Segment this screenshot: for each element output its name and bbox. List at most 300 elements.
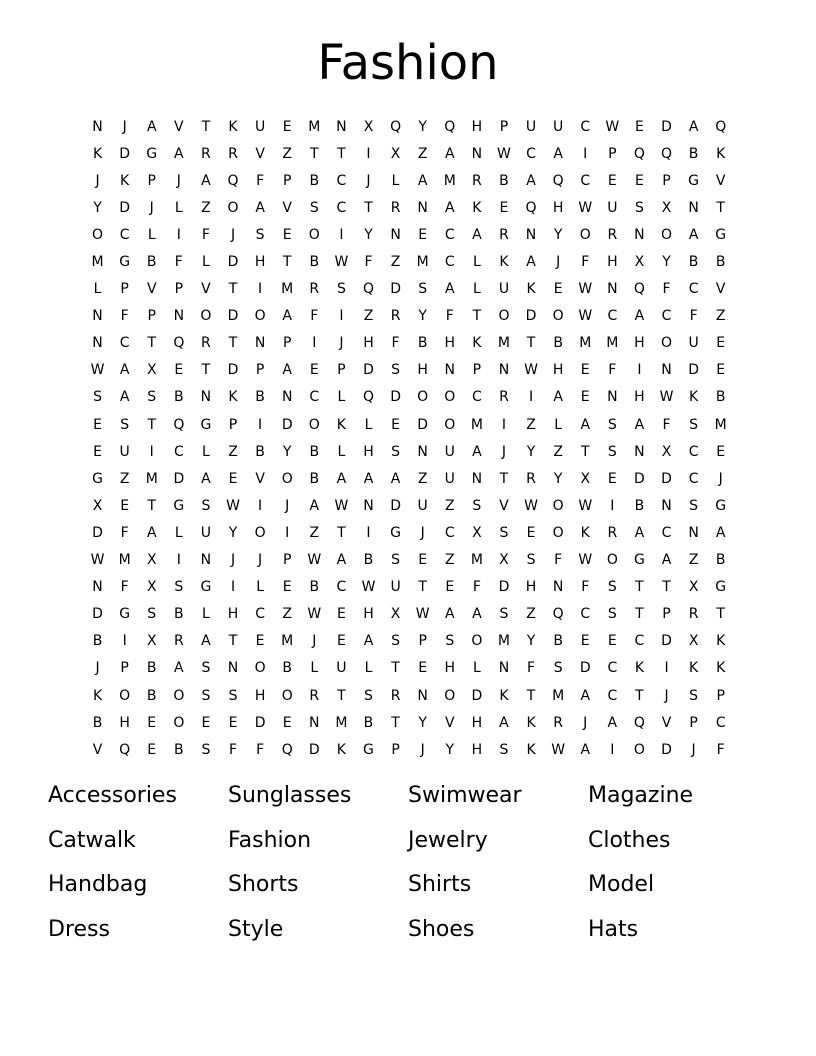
- word-list-item: Catwalk: [48, 827, 136, 853]
- grid-letter: D: [119, 199, 131, 216]
- grid-letter: E: [634, 118, 644, 135]
- grid-letter: C: [607, 687, 618, 704]
- grid-letter: R: [607, 226, 618, 243]
- grid-letter: I: [610, 497, 615, 514]
- grid-letter: Y: [364, 226, 373, 243]
- grid-letter: B: [146, 687, 157, 704]
- grid-letter: S: [418, 281, 428, 298]
- grid-letter: O: [579, 226, 591, 243]
- word-list-item: Shorts: [228, 872, 299, 897]
- grid-letter: D: [227, 362, 239, 379]
- grid-letter: Q: [362, 281, 374, 298]
- grid-letter: S: [93, 389, 102, 406]
- grid-row: [84, 357, 744, 384]
- grid-letter: S: [120, 416, 130, 433]
- grid-letter: F: [716, 741, 725, 758]
- grid-row: [84, 330, 744, 357]
- grid-letter: C: [173, 443, 184, 460]
- letter-grid: [84, 113, 744, 763]
- grid-letter: X: [688, 633, 699, 650]
- grid-letter: F: [120, 524, 129, 541]
- grid-letter: L: [391, 172, 400, 189]
- grid-letter: A: [526, 254, 536, 271]
- grid-letter: A: [146, 118, 157, 135]
- grid-letter: Z: [553, 443, 563, 460]
- grid-letter: C: [580, 606, 591, 623]
- grid-letter: F: [554, 552, 563, 569]
- grid-row: [84, 574, 744, 601]
- grid-letter: Z: [526, 416, 536, 433]
- grid-letter: B: [634, 497, 645, 514]
- grid-letter: T: [228, 335, 238, 352]
- grid-letter: A: [526, 172, 536, 189]
- grid-letter: K: [526, 714, 536, 731]
- grid-letter: E: [147, 714, 157, 731]
- grid-letter: O: [633, 741, 645, 758]
- grid-letter: N: [281, 389, 293, 406]
- grid-letter: A: [119, 362, 130, 379]
- grid-letter: B: [255, 389, 265, 406]
- grid-letter: M: [308, 118, 321, 135]
- grid-letter: S: [309, 199, 319, 216]
- grid-letter: N: [607, 281, 618, 298]
- grid-letter: F: [256, 172, 265, 189]
- grid-letter: B: [363, 714, 374, 731]
- grid-letter: N: [552, 579, 564, 596]
- grid-letter: V: [146, 281, 157, 298]
- grid-letter: I: [122, 633, 127, 650]
- page-title: Fashion: [317, 35, 499, 91]
- grid-letter: F: [120, 579, 129, 596]
- grid-letter: G: [688, 172, 700, 189]
- word-list-item: Model: [588, 872, 655, 897]
- grid-letter: S: [499, 524, 509, 541]
- grid-letter: K: [689, 660, 699, 677]
- grid-letter: S: [553, 660, 563, 677]
- grid-letter: J: [230, 226, 236, 243]
- grid-letter: M: [145, 470, 158, 487]
- grid-letter: A: [336, 470, 347, 487]
- grid-letter: R: [688, 606, 699, 623]
- grid-letter: A: [444, 281, 455, 298]
- grid-letter: V: [92, 741, 103, 758]
- grid-letter: D: [579, 660, 591, 677]
- grid-row: [84, 438, 744, 465]
- grid-letter: W: [578, 281, 593, 298]
- grid-letter: E: [716, 443, 726, 460]
- grid-letter: P: [337, 362, 346, 379]
- grid-letter: B: [174, 389, 184, 406]
- grid-letter: Y: [418, 118, 427, 135]
- grid-letter: E: [391, 416, 400, 433]
- grid-letter: E: [336, 606, 346, 623]
- grid-row: [84, 601, 744, 628]
- grid-letter: I: [176, 226, 181, 243]
- grid-letter: I: [583, 145, 588, 162]
- grid-row: [84, 276, 744, 303]
- grid-letter: H: [607, 254, 618, 271]
- grid-letter: R: [201, 335, 211, 352]
- grid-letter: T: [526, 335, 536, 352]
- grid-letter: E: [120, 497, 130, 514]
- grid-letter: F: [581, 254, 590, 271]
- grid-letter: O: [606, 552, 618, 569]
- grid-letter: H: [634, 389, 645, 406]
- grid-letter: Q: [173, 335, 185, 352]
- grid-letter: Y: [445, 741, 455, 758]
- grid-letter: E: [255, 633, 265, 650]
- grid-letter: I: [312, 335, 317, 352]
- grid-letter: N: [688, 199, 699, 216]
- grid-letter: C: [688, 470, 699, 487]
- grid-letter: H: [363, 606, 374, 623]
- grid-letter: N: [254, 335, 266, 352]
- grid-letter: X: [146, 552, 157, 569]
- grid-row: [84, 248, 744, 275]
- grid-letter: U: [390, 579, 401, 596]
- grid-letter: F: [689, 308, 698, 325]
- grid-letter: J: [366, 172, 371, 189]
- word-list-item: Swimwear: [408, 783, 522, 808]
- grid-letter: M: [281, 633, 294, 650]
- grid-letter: N: [390, 226, 401, 243]
- grid-letter: W: [524, 362, 538, 379]
- grid-letter: P: [228, 416, 238, 433]
- grid-letter: P: [282, 335, 292, 352]
- grid-letter: A: [634, 524, 645, 541]
- grid-letter: S: [147, 389, 157, 406]
- grid-letter: O: [200, 308, 212, 325]
- grid-letter: C: [336, 579, 347, 596]
- grid-letter: P: [255, 362, 265, 379]
- grid-letter: M: [470, 552, 483, 569]
- grid-letter: T: [635, 579, 644, 596]
- grid-letter: A: [417, 172, 428, 189]
- grid-letter: Z: [282, 145, 292, 162]
- grid-letter: A: [607, 714, 618, 731]
- grid-letter: E: [201, 714, 211, 731]
- grid-letter: T: [635, 687, 644, 704]
- grid-letter: L: [364, 660, 373, 677]
- grid-letter: B: [309, 172, 320, 189]
- grid-letter: B: [309, 254, 320, 271]
- grid-letter: P: [282, 552, 292, 569]
- grid-letter: R: [201, 145, 211, 162]
- grid-letter: X: [472, 524, 482, 541]
- grid-row: [84, 709, 744, 736]
- grid-letter: W: [415, 606, 430, 623]
- grid-letter: A: [336, 552, 347, 569]
- grid-letter: D: [634, 470, 645, 487]
- grid-letter: S: [201, 497, 211, 514]
- grid-letter: B: [174, 606, 184, 623]
- grid-letter: E: [526, 524, 536, 541]
- grid-letter: S: [607, 579, 617, 596]
- grid-letter: D: [254, 714, 266, 731]
- grid-letter: Q: [633, 281, 645, 298]
- grid-letter: R: [173, 633, 184, 650]
- grid-letter: U: [119, 443, 130, 460]
- word-list-item: Hats: [588, 916, 639, 942]
- grid-letter: K: [499, 687, 509, 704]
- grid-letter: I: [258, 497, 263, 514]
- grid-letter: R: [390, 308, 401, 325]
- grid-letter: M: [714, 416, 727, 433]
- grid-letter: N: [309, 714, 320, 731]
- grid-letter: E: [282, 226, 292, 243]
- grid-letter: U: [417, 497, 428, 514]
- grid-letter: R: [390, 687, 401, 704]
- grid-letter: A: [553, 389, 563, 406]
- grid-letter: H: [254, 254, 266, 271]
- grid-letter: B: [715, 389, 726, 406]
- grid-letter: A: [472, 606, 482, 623]
- grid-letter: C: [336, 172, 347, 189]
- grid-letter: S: [607, 606, 617, 623]
- grid-letter: C: [607, 660, 618, 677]
- grid-letter: P: [147, 172, 156, 189]
- grid-letter: M: [91, 254, 104, 271]
- grid-letter: Z: [363, 308, 374, 325]
- grid-letter: R: [228, 145, 238, 162]
- grid-letter: O: [119, 687, 131, 704]
- grid-letter: G: [173, 497, 185, 514]
- word-list-item: Clothes: [588, 827, 671, 853]
- grid-letter: L: [93, 281, 102, 298]
- grid-letter: X: [688, 579, 699, 596]
- grid-row: [84, 140, 744, 167]
- grid-letter: J: [258, 552, 263, 569]
- grid-letter: Q: [390, 118, 402, 135]
- grid-letter: H: [471, 714, 483, 731]
- grid-letter: W: [578, 199, 593, 216]
- grid-letter: B: [417, 335, 428, 352]
- grid-letter: B: [92, 714, 103, 731]
- grid-letter: D: [390, 497, 401, 514]
- grid-letter: Q: [552, 172, 564, 189]
- grid-letter: L: [256, 579, 265, 596]
- grid-letter: H: [227, 606, 239, 623]
- grid-letter: R: [553, 714, 563, 731]
- grid-letter: X: [390, 145, 401, 162]
- grid-letter: C: [119, 226, 130, 243]
- grid-letter: D: [227, 308, 239, 325]
- grid-letter: C: [688, 281, 699, 298]
- grid-letter: C: [580, 118, 591, 135]
- grid-letter: N: [92, 118, 103, 135]
- grid-letter: K: [472, 335, 482, 352]
- grid-letter: N: [173, 308, 185, 325]
- grid-letter: L: [364, 416, 373, 433]
- grid-letter: C: [661, 308, 672, 325]
- grid-letter: H: [552, 362, 564, 379]
- grid-letter: P: [662, 606, 671, 623]
- grid-letter: A: [282, 308, 292, 325]
- grid-letter: E: [580, 633, 590, 650]
- grid-letter: E: [580, 389, 590, 406]
- grid-letter: K: [228, 118, 238, 135]
- grid-letter: W: [578, 552, 593, 569]
- grid-letter: X: [92, 497, 103, 514]
- grid-letter: B: [174, 741, 184, 758]
- grid-letter: O: [417, 389, 429, 406]
- grid-letter: V: [282, 199, 292, 216]
- grid-letter: K: [716, 660, 726, 677]
- grid-letter: I: [176, 552, 181, 569]
- grid-letter: E: [499, 199, 509, 216]
- word-list-item: Jewelry: [408, 827, 488, 853]
- grid-letter: K: [92, 687, 103, 704]
- grid-letter: S: [634, 199, 644, 216]
- grid-letter: N: [200, 389, 212, 406]
- grid-letter: B: [255, 443, 265, 460]
- grid-letter: P: [174, 281, 184, 298]
- grid-row: [84, 221, 744, 248]
- grid-letter: K: [336, 741, 346, 758]
- grid-letter: D: [390, 389, 401, 406]
- grid-letter: G: [715, 497, 727, 514]
- grid-letter: S: [201, 687, 211, 704]
- grid-letter: O: [281, 470, 293, 487]
- grid-letter: S: [391, 443, 401, 460]
- grid-letter: A: [634, 416, 645, 433]
- grid-letter: Y: [418, 714, 427, 731]
- grid-letter: O: [498, 308, 510, 325]
- grid-letter: F: [310, 308, 319, 325]
- grid-letter: I: [366, 524, 371, 541]
- grid-letter: O: [444, 687, 456, 704]
- grid-letter: E: [634, 172, 644, 189]
- grid-letter: N: [363, 497, 374, 514]
- grid-letter: R: [309, 281, 320, 298]
- grid-letter: A: [715, 524, 726, 541]
- grid-letter: P: [716, 687, 725, 704]
- grid-row: [84, 194, 744, 221]
- grid-letter: X: [499, 552, 509, 569]
- grid-letter: Q: [227, 172, 239, 189]
- grid-letter: W: [578, 497, 593, 514]
- grid-letter: H: [444, 660, 456, 677]
- grid-letter: D: [390, 281, 401, 298]
- grid-letter: T: [228, 281, 238, 298]
- grid-letter: J: [149, 199, 154, 216]
- grid-letter: B: [715, 254, 726, 271]
- grid-letter: V: [174, 118, 184, 135]
- grid-letter: E: [607, 172, 617, 189]
- grid-row: [84, 682, 744, 709]
- grid-letter: S: [255, 226, 265, 243]
- grid-letter: T: [201, 362, 211, 379]
- grid-letter: W: [524, 497, 538, 514]
- grid-letter: M: [497, 633, 510, 650]
- grid-letter: C: [336, 199, 347, 216]
- grid-letter: I: [149, 443, 154, 460]
- grid-letter: N: [417, 687, 428, 704]
- grid-letter: A: [363, 470, 374, 487]
- grid-letter: S: [607, 443, 617, 460]
- grid-letter: T: [418, 579, 427, 596]
- grid-letter: S: [391, 362, 401, 379]
- grid-letter: W: [307, 606, 322, 623]
- grid-letter: V: [715, 172, 726, 189]
- grid-letter: D: [471, 687, 483, 704]
- grid-row: [84, 303, 744, 330]
- grid-letter: Z: [444, 497, 455, 514]
- grid-letter: R: [499, 389, 509, 406]
- grid-letter: F: [228, 741, 238, 758]
- grid-letter: O: [661, 335, 673, 352]
- grid-letter: F: [174, 254, 183, 271]
- grid-letter: N: [444, 362, 455, 379]
- grid-letter: Z: [309, 524, 320, 541]
- grid-letter: W: [361, 579, 376, 596]
- grid-letter: V: [661, 714, 672, 731]
- grid-letter: Y: [93, 199, 102, 216]
- grid-letter: P: [499, 118, 509, 135]
- grid-letter: X: [661, 199, 672, 216]
- grid-letter: U: [553, 118, 564, 135]
- grid-letter: N: [525, 226, 537, 243]
- word-list-item: Accessories: [48, 783, 177, 808]
- grid-letter: D: [308, 741, 320, 758]
- grid-letter: F: [201, 226, 210, 243]
- grid-letter: V: [715, 281, 726, 298]
- grid-letter: B: [309, 579, 320, 596]
- grid-letter: A: [553, 145, 563, 162]
- grid-letter: L: [337, 443, 346, 460]
- grid-letter: R: [607, 524, 618, 541]
- grid-letter: F: [364, 254, 373, 271]
- grid-letter: V: [499, 497, 509, 514]
- grid-letter: A: [472, 443, 482, 460]
- grid-letter: T: [337, 524, 346, 541]
- grid-letter: L: [472, 254, 481, 271]
- grid-letter: R: [471, 172, 482, 189]
- grid-letter: R: [309, 687, 320, 704]
- grid-letter: T: [337, 687, 346, 704]
- grid-letter: G: [390, 524, 401, 541]
- grid-letter: N: [688, 524, 699, 541]
- grid-letter: Z: [119, 470, 130, 487]
- grid-letter: R: [526, 470, 536, 487]
- grid-letter: O: [552, 497, 564, 514]
- grid-letter: E: [336, 633, 346, 650]
- grid-letter: C: [255, 606, 265, 623]
- grid-letter: U: [525, 118, 537, 135]
- grid-letter: S: [526, 552, 536, 569]
- grid-letter: D: [661, 633, 672, 650]
- grid-letter: C: [471, 389, 482, 406]
- grid-letter: T: [662, 579, 671, 596]
- grid-letter: I: [258, 416, 263, 433]
- grid-letter: J: [176, 172, 181, 189]
- grid-row: [84, 411, 744, 438]
- grid-letter: E: [93, 443, 102, 460]
- grid-letter: A: [444, 199, 455, 216]
- grid-letter: K: [228, 389, 238, 406]
- grid-letter: J: [583, 714, 588, 731]
- grid-letter: B: [688, 145, 699, 162]
- grid-letter: J: [285, 497, 290, 514]
- grid-letter: N: [498, 660, 510, 677]
- grid-letter: X: [634, 254, 645, 271]
- grid-letter: P: [662, 172, 671, 189]
- grid-letter: G: [92, 470, 103, 487]
- grid-letter: M: [579, 335, 592, 352]
- grid-letter: E: [580, 362, 590, 379]
- word-list-item: Magazine: [588, 783, 694, 808]
- grid-letter: D: [227, 254, 239, 271]
